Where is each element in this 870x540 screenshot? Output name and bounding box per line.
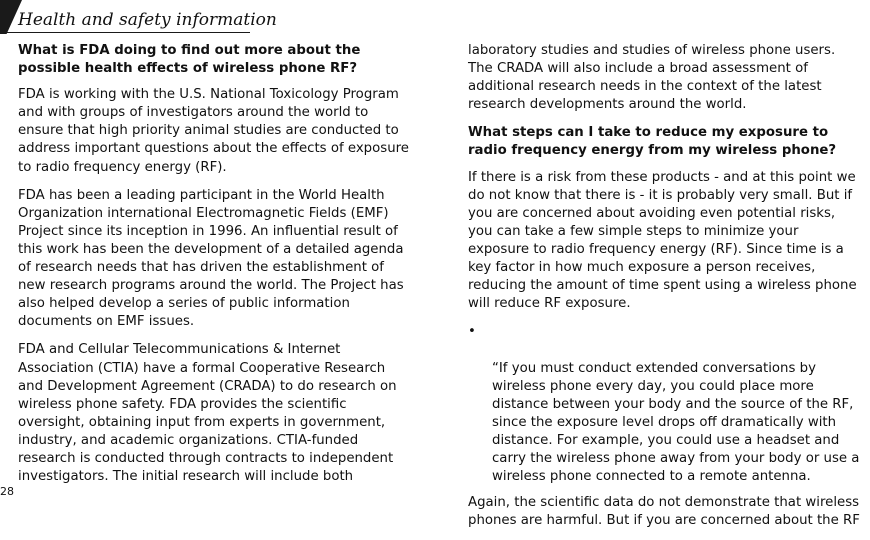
paragraph-ctia-crada: FDA and Cellular Telecommunications & Internet Association (CTIA) have a formal Cooperative Research and Development Agreement (CRADA) to do research on wireless phone safety. FDA provides the scientific oversight, obtaining input from experts in government, industry, and academic organizations. CTIA-funded research is conducted through contracts to independent investigators. The initial research will include both: [18, 342, 397, 485]
page-header-title: Health and safety information: [18, 10, 277, 30]
bullet-text: “If you must conduct extended conversations by wireless phone every day, you could place more distance between your body and the source of the RF, since the exposure level drops off dramatically with distance. For example, you could use a headset and carry the wireless phone away from your body or use a wireless phone connected to a remote antenna.: [492, 360, 860, 485]
page-number: 28: [0, 485, 14, 498]
paragraph-risk: If there is a risk from these products - and at this point we do not know that there is - it is probably very small. But if you are concerned about avoiding even potential risks, you can take a few simple steps to minimize your exposure to radio frequency energy (RF). Since time is a key factor in how much exposure a person receives, reducing the amount of time spent using a wireless phone will reduce RF exposure.: [468, 169, 857, 312]
section-heading-reduce-exposure: What steps can I take to reduce my exposure to radio frequency energy from my wireless phone?: [468, 125, 837, 159]
paragraph-continued: laboratory studies and studies of wireless phone users. The CRADA will also include a broad assessment of additional research needs in the context of the latest research developments around the world.: [468, 43, 836, 113]
paragraph-closing: Again, the scientific data do not demonstrate that wireless phones are harmful. But if you are concerned about the RF: [468, 495, 860, 529]
paragraph-ntp: FDA is working with the U.S. National Toxicology Program and with groups of investigators around the world to ensure that high priority animal studies are conducted to address important questions about the effects of exposure to radio frequency energy (RF).: [18, 87, 409, 175]
bullet-list: [468, 323, 870, 486]
list-item: [468, 323, 870, 486]
left-column: [18, 42, 424, 496]
section-heading-fda-research: What is FDA doing to find out more about the possible health effects of wireless phone RF?: [18, 43, 361, 77]
right-column: [468, 42, 870, 540]
header-divider: [0, 32, 250, 33]
bullet-icon: •: [468, 324, 476, 340]
paragraph-who-emf: FDA has been a leading participant in the World Health Organization international Electromagnetic Fields (EMF) Project since its inception in 1996. An influential result of this work has been the development of a detailed agenda of research needs that has driven the establishment of new research programs around the world. The Project has also helped develop a series of public information documents on EMF issues.: [18, 187, 404, 330]
